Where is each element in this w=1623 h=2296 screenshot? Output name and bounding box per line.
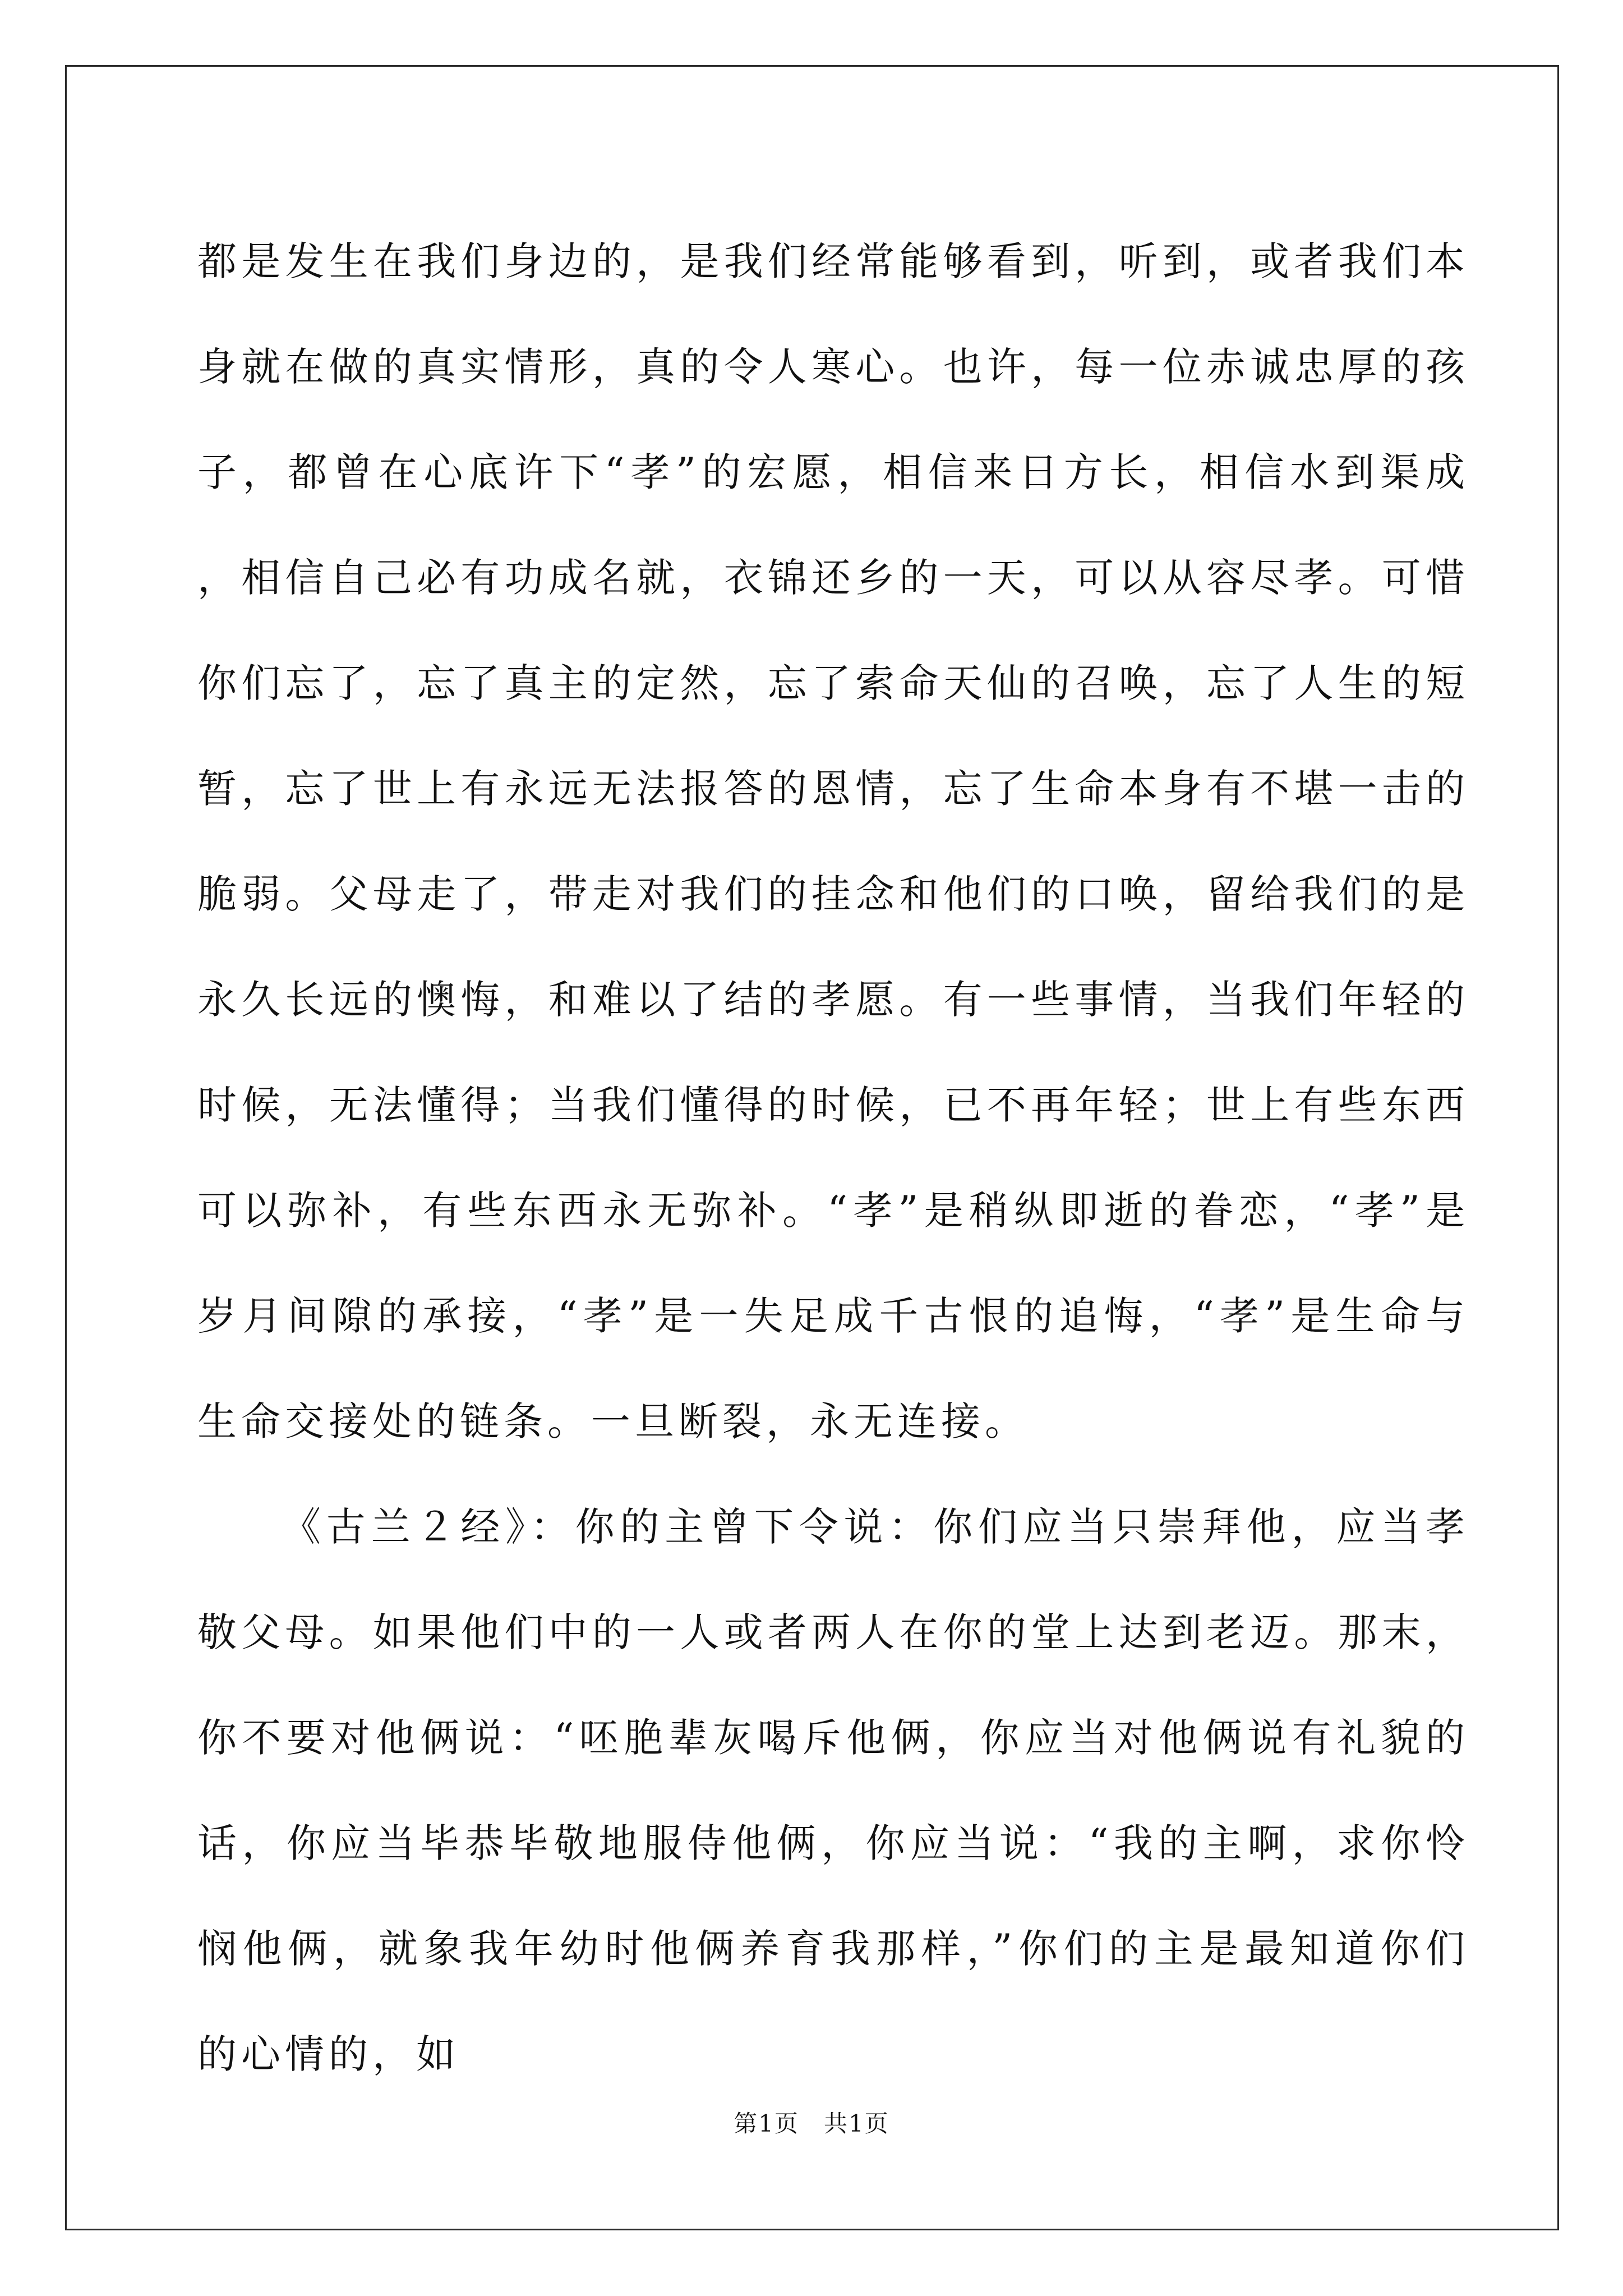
page-footer: 第1页 共1页 <box>734 2110 889 2137</box>
document-body <box>197 209 1469 2107</box>
paragraph-2: 《古兰２经》：你的主曾下令说：你们应当只崇拜他，应当孝敬父母。如果他们中的一人或者两人在你的堂上达到老迈。那末，你不要对他俩说：“呸脃辈灰喝斥他俩，你应当对他俩说有礼貌的话，你应当毕恭毕敬地服侍他俩，你应当说：“我的主啊，求你怜悯他俩，就象我年幼时他俩养育我那样，”你们的主是最知道你们的心情的，如 <box>197 1504 1469 2077</box>
paragraph-1: 都是发生在我们身边的，是我们经常能够看到，听到，或者我们本身就在做的真实情形，真的令人寒心。也许，每一位赤诚忠厚的孩子，都曾在心底许下“孝”的宏愿，相信来日方长，相信水到渠成，相信自己必有功成名就，衣锦还乡的一天，可以从容尽孝。可惜你们忘了，忘了真主的定然，忘了索命天仙的召唤，忘了人生的短暂，忘了世上有永远无法报答的恩情，忘了生命本身有不堪一击的脆弱。父母走了，带走对我们的挂念和他们的口唤，留给我们的是永久长远的懊悔，和难以了结的孝愿。有一些事情，当我们年轻的时候，无法懂得；当我们懂得的时候，已不再年轻；世上有些东西可以弥补，有些东西永无弥补。“孝”是稍纵即逝的眷恋，“孝”是岁月间隙的承接，“孝”是一失足成千古恨的追悔，“孝”是生命与生命交接处的链条。一旦断裂，永无连接。 <box>197 238 1469 1444</box>
